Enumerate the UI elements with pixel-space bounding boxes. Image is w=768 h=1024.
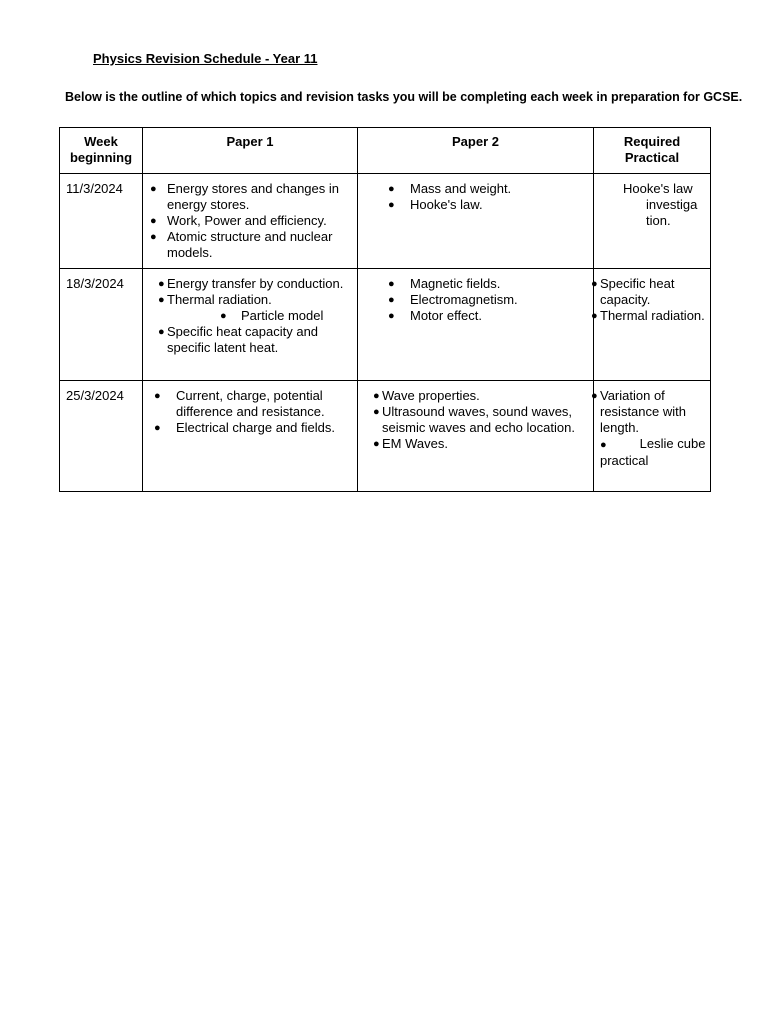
list-item xyxy=(143,388,357,420)
revision-schedule-table xyxy=(59,127,711,492)
bullet-icon: ● xyxy=(220,310,227,322)
table-row xyxy=(60,174,711,269)
bullet-icon: ● xyxy=(158,278,165,290)
list-item xyxy=(358,404,593,436)
practical-text: tion. xyxy=(646,213,671,228)
paper-1-cell xyxy=(143,381,358,492)
topic-text: Wave properties. xyxy=(382,388,480,403)
paper-1-cell xyxy=(143,269,358,381)
document-intro: Below is the outline of which topics and revision tasks you will be completing each week in preparation for GCSE. xyxy=(65,90,743,104)
practical-text: investiga xyxy=(646,197,698,212)
topic-text: Electrical charge and fields. xyxy=(176,420,335,435)
list-item xyxy=(358,292,593,308)
bullet-icon: ● xyxy=(600,439,607,451)
practical-text: Leslie cube practical xyxy=(600,436,706,468)
bullet-icon: ● xyxy=(388,199,395,211)
list-item xyxy=(143,324,357,356)
bullet-icon: ● xyxy=(150,215,157,227)
bullet-icon: ● xyxy=(158,294,165,306)
required-practical-cell xyxy=(591,269,711,381)
document-title: Physics Revision Schedule - Year 11 xyxy=(93,51,318,66)
header-week-line2: beginning xyxy=(69,150,133,165)
topic-text: Current, charge, potential difference and resistance. xyxy=(176,388,325,419)
list-item xyxy=(143,181,357,213)
list-item xyxy=(143,308,357,324)
header-paper-2 xyxy=(358,128,594,174)
header-practical-line1: Required xyxy=(623,134,681,149)
table-header-row xyxy=(60,128,711,174)
bullet-icon: ● xyxy=(388,278,395,290)
topic-text: Atomic structure and nuclear models. xyxy=(167,229,333,260)
week-cell: 11/3/2024 xyxy=(60,174,143,269)
list-item xyxy=(143,276,357,292)
bullet-icon: ● xyxy=(150,231,157,243)
list-item xyxy=(591,388,710,436)
header-required-practical xyxy=(594,128,711,174)
list-item xyxy=(143,420,357,436)
list-item xyxy=(358,197,593,213)
week-cell: 25/3/2024 xyxy=(60,381,143,492)
list-item xyxy=(591,308,710,324)
paper-2-cell xyxy=(358,174,594,269)
topic-text: Ultrasound waves, sound waves, seismic waves and echo location. xyxy=(382,404,575,435)
bullet-icon: ● xyxy=(150,183,157,195)
topic-text: Work, Power and efficiency. xyxy=(167,213,327,228)
required-practical-cell xyxy=(594,174,711,269)
bullet-icon: ● xyxy=(373,390,380,402)
bullet-icon: ● xyxy=(158,326,165,338)
topic-text: Magnetic fields. xyxy=(410,276,501,291)
list-item xyxy=(143,213,357,229)
week-cell: 18/3/2024 xyxy=(60,269,143,381)
list-item xyxy=(358,436,593,452)
list-item xyxy=(594,436,710,469)
paper-2-cell xyxy=(358,269,594,381)
practical-text: Specific heat capacity. xyxy=(600,276,675,307)
header-practical-line2: Practical xyxy=(624,150,680,165)
list-item xyxy=(143,292,357,308)
header-paper-1 xyxy=(143,128,358,174)
bullet-icon: ● xyxy=(154,422,161,434)
practical-text: Thermal radiation. xyxy=(600,308,705,323)
topic-text: Particle model xyxy=(241,308,324,323)
topic-text: Specific heat capacity and specific latent heat. xyxy=(167,324,319,355)
topic-text: Thermal radiation. xyxy=(167,292,272,307)
bullet-icon: ● xyxy=(591,390,598,402)
bullet-icon: ● xyxy=(388,310,395,322)
topic-text: Energy transfer by conduction. xyxy=(167,276,344,291)
topic-text: Mass and weight. xyxy=(410,181,512,196)
practical-text: Variation of resistance with length. xyxy=(600,388,686,435)
bullet-icon: ● xyxy=(373,438,380,450)
header-week-beginning xyxy=(60,128,143,174)
topic-text: Electromagnetism. xyxy=(410,292,518,307)
header-paper-2-label: Paper 2 xyxy=(452,134,499,149)
list-item xyxy=(358,308,593,324)
paper-2-cell xyxy=(358,381,594,492)
practical-text: Hooke's law xyxy=(623,181,693,196)
required-practical-cell xyxy=(591,381,711,492)
header-paper-1-label: Paper 1 xyxy=(226,134,274,149)
header-week-line1: Week xyxy=(84,134,118,149)
list-item xyxy=(358,276,593,292)
list-item xyxy=(143,229,357,261)
bullet-icon: ● xyxy=(591,310,598,322)
list-item xyxy=(358,388,593,404)
topic-text: Motor effect. xyxy=(410,308,483,323)
topic-text: EM Waves. xyxy=(382,436,448,451)
table-row xyxy=(60,381,711,492)
list-item xyxy=(591,276,710,308)
topic-text: Energy stores and changes in energy stores. xyxy=(167,181,339,212)
bullet-icon: ● xyxy=(154,390,161,402)
bullet-icon: ● xyxy=(388,294,395,306)
list-item xyxy=(358,181,593,197)
bullet-icon: ● xyxy=(373,406,380,418)
paper-1-cell xyxy=(143,174,358,269)
table-row xyxy=(60,269,711,381)
bullet-icon: ● xyxy=(388,183,395,195)
topic-text: Hooke's law. xyxy=(410,197,483,212)
bullet-icon: ● xyxy=(591,278,598,290)
